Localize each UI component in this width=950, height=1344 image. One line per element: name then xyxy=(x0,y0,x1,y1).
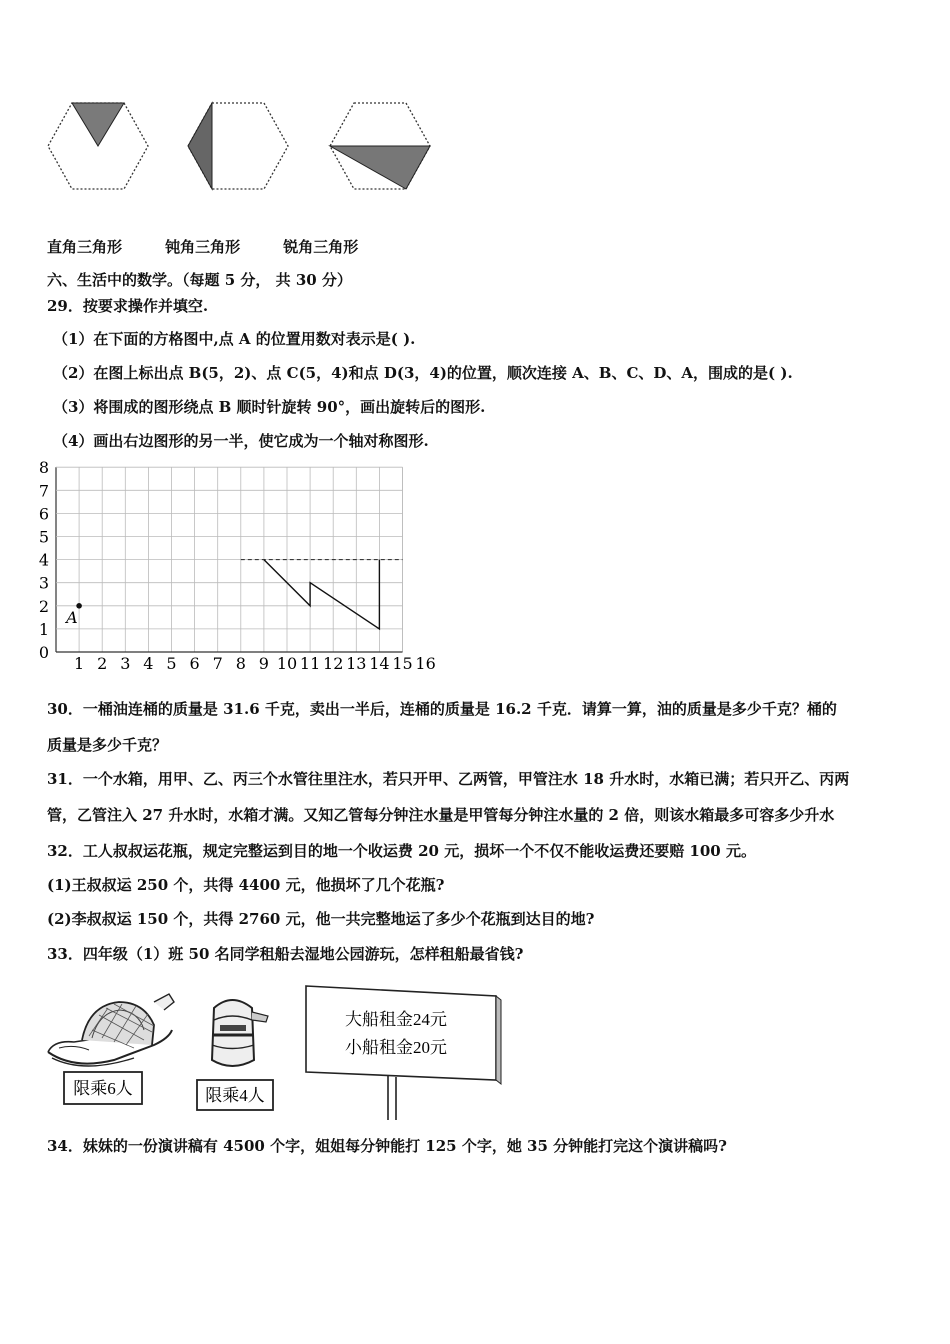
q30-line2: 质量是多少千克？ xyxy=(47,736,168,754)
coordinate-grid xyxy=(35,455,455,680)
q32-part2: (2)李叔叔运 150 个，共得 2760 元，他一共完整地运了多少个花瓶到达目的地? xyxy=(47,910,595,928)
q32-stem: 32．工人叔叔运花瓶，规定完整运到目的地一个收运费 20 元，损坏一个不仅不能收运费还要赔 100 元。 xyxy=(47,842,756,860)
triangle-labels xyxy=(47,236,396,257)
x-tick-label: 11 xyxy=(299,654,321,673)
x-tick-label: 15 xyxy=(392,654,413,673)
x-tick-label: 7 xyxy=(212,654,223,673)
x-tick-label: 3 xyxy=(120,654,131,673)
y-tick-label: 3 xyxy=(38,573,49,593)
small-boat-price: 小船租金20元 xyxy=(345,1038,447,1057)
x-tick-label: 4 xyxy=(143,654,154,673)
q29-part1: （1）在下面的方格图中,点 A 的位置用数对表示是( ). xyxy=(53,330,416,348)
hexagon-right-triangle xyxy=(48,103,148,189)
x-tick-label: 10 xyxy=(276,654,298,673)
hexagon-figures xyxy=(40,95,440,200)
y-tick-label: 8 xyxy=(38,458,49,478)
q29-part3: （3）将围成的图形绕点 B 顺时针旋转 90°，画出旋转后的图形. xyxy=(53,398,486,416)
triangle-label-obtuse: 钝角三角形 xyxy=(165,238,241,256)
y-tick-label: 7 xyxy=(38,481,49,501)
section-title: 六、生活中的数学。（每题 5 分， 共 30 分） xyxy=(47,271,352,289)
x-tick-label: 14 xyxy=(369,654,390,673)
hexagon-obtuse-triangle xyxy=(188,103,288,189)
y-tick-label: 4 xyxy=(38,550,49,570)
y-tick-label: 1 xyxy=(38,619,49,639)
small-boat-illustration xyxy=(192,990,282,1115)
q29-part2: （2）在图上标出点 B(5，2)、点 C(5，4)和点 D(3，4)的位置，顺次连接 A、B、C、D、A，围成的是( ). xyxy=(53,364,793,382)
big-boat-capacity: 限乘6人 xyxy=(73,1079,133,1098)
q29-part4: （4）画出右边图形的另一半，使它成为一个轴对称图形. xyxy=(53,432,429,450)
small-boat-capacity: 限乘4人 xyxy=(205,1086,265,1105)
q29-stem: 29．按要求操作并填空. xyxy=(47,297,209,315)
x-tick-label: 5 xyxy=(166,654,177,673)
point-a-label: A xyxy=(66,607,78,627)
x-tick-label: 2 xyxy=(97,654,108,673)
x-tick-label: 8 xyxy=(235,654,246,673)
q32-part1: (1)王叔叔运 250 个，共得 4400 元，他损坏了几个花瓶? xyxy=(47,876,445,894)
x-tick-label: 9 xyxy=(258,654,269,673)
rental-price-sign xyxy=(300,982,505,1122)
x-tick-label: 16 xyxy=(415,654,436,673)
big-boat-price: 大船租金24元 xyxy=(345,1010,447,1029)
q34-stem: 34．妹妹的一份演讲稿有 4500 个字，姐姐每分钟能打 125 个字，她 35 分钟能打完这个演讲稿吗? xyxy=(47,1137,727,1155)
x-tick-label: 6 xyxy=(189,654,200,673)
q30-line1: 30．一桶油连桶的质量是 31.6 千克，卖出一半后，连桶的质量是 16.2 千克．请算一算，油的质量是多少千克？桶的 xyxy=(47,700,837,718)
x-tick-label: 1 xyxy=(74,654,85,673)
triangle-label-acute: 锐角三角形 xyxy=(283,238,359,256)
triangle-label-right: 直角三角形 xyxy=(47,238,123,256)
x-tick-label: 13 xyxy=(346,654,367,673)
big-boat-illustration xyxy=(44,990,179,1115)
x-tick-label: 12 xyxy=(323,654,344,673)
y-tick-label: 0 xyxy=(38,643,49,662)
y-tick-label: 5 xyxy=(38,527,49,547)
y-tick-label: 6 xyxy=(38,504,49,524)
half-figure-polyline xyxy=(264,560,380,629)
q31-line1: 31．一个水箱，用甲、乙、丙三个水管往里注水，若只开甲、乙两管，甲管注水 18 升水时，水箱已满；若只开乙、丙两 xyxy=(47,770,850,788)
q31-line2: 管，乙管注入 27 升水时，水箱才满。又知乙管每分钟注水量是甲管每分钟注水量的 2 倍，则该水箱最多可容多少升水 xyxy=(47,806,835,824)
hexagon-acute-triangle xyxy=(330,103,430,189)
q33-stem: 33．四年级（1）班 50 名同学租船去湿地公园游玩，怎样租船最省钱? xyxy=(47,945,524,963)
y-tick-label: 2 xyxy=(38,596,49,616)
